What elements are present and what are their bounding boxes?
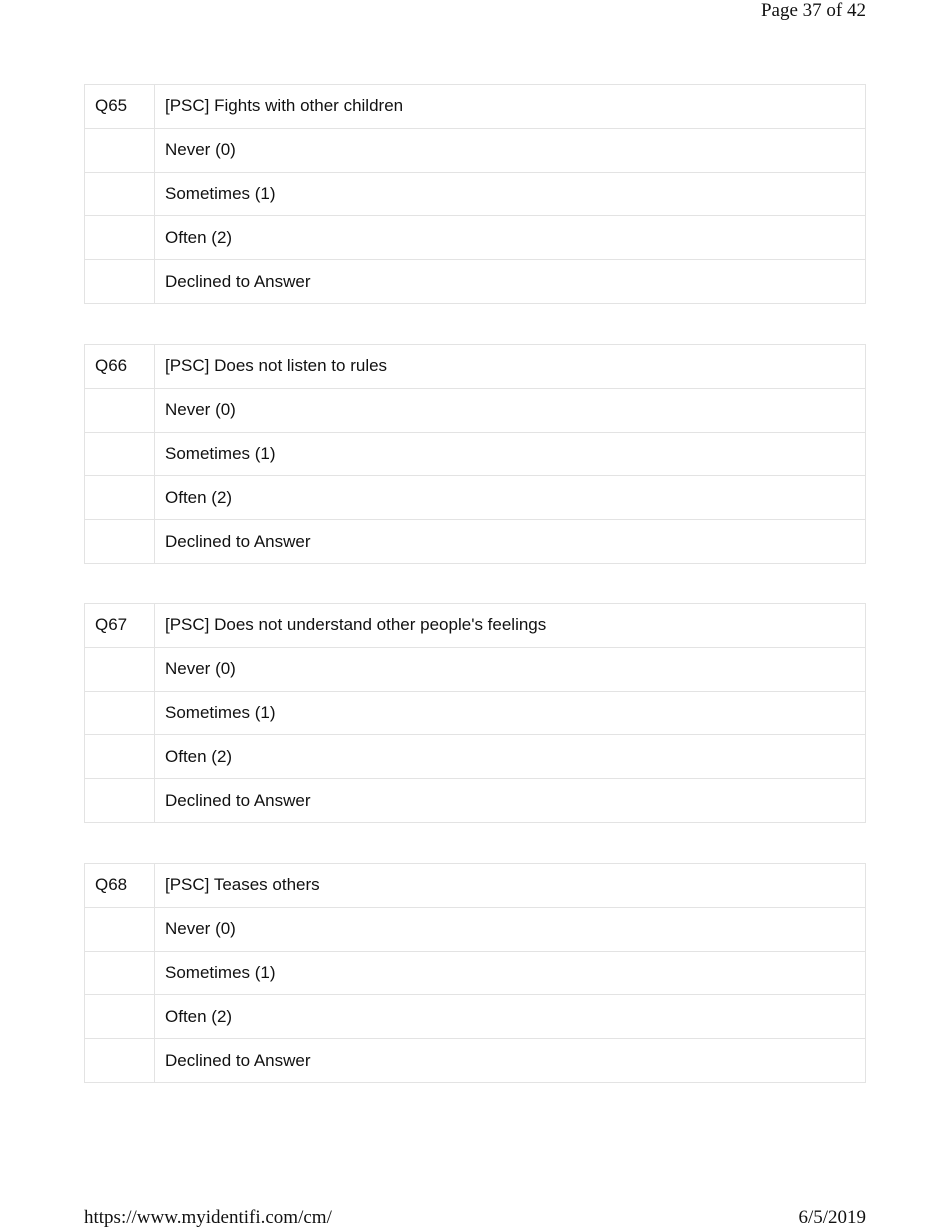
question-table-q66	[84, 344, 866, 564]
option-row	[85, 520, 866, 564]
empty-cell	[85, 995, 155, 1039]
empty-cell	[85, 260, 155, 304]
option-label: Often (2)	[155, 735, 866, 779]
option-label: Declined to Answer	[155, 1039, 866, 1083]
question-row	[85, 85, 866, 129]
empty-cell	[85, 735, 155, 779]
option-row	[85, 995, 866, 1039]
question-row	[85, 345, 866, 389]
option-label: Never (0)	[155, 647, 866, 691]
question-text: [PSC] Teases others	[155, 864, 866, 908]
empty-cell	[85, 691, 155, 735]
question-table-q68	[84, 863, 866, 1083]
question-row	[85, 864, 866, 908]
question-row	[85, 604, 866, 648]
empty-cell	[85, 128, 155, 172]
option-row	[85, 647, 866, 691]
option-label: Declined to Answer	[155, 260, 866, 304]
empty-cell	[85, 216, 155, 260]
option-row	[85, 691, 866, 735]
empty-cell	[85, 647, 155, 691]
option-row	[85, 907, 866, 951]
empty-cell	[85, 432, 155, 476]
option-label: Often (2)	[155, 995, 866, 1039]
option-label: Sometimes (1)	[155, 172, 866, 216]
option-row	[85, 951, 866, 995]
empty-cell	[85, 907, 155, 951]
empty-cell	[85, 172, 155, 216]
empty-cell	[85, 388, 155, 432]
option-label: Sometimes (1)	[155, 691, 866, 735]
question-text: [PSC] Does not understand other people's feelings	[155, 604, 866, 648]
option-label: Never (0)	[155, 388, 866, 432]
option-row	[85, 779, 866, 823]
option-row	[85, 432, 866, 476]
empty-cell	[85, 951, 155, 995]
option-row	[85, 216, 866, 260]
footer-url: https://www.myidentifi.com/cm/	[84, 1207, 332, 1228]
option-row	[85, 388, 866, 432]
option-label: Sometimes (1)	[155, 432, 866, 476]
question-id: Q68	[85, 864, 155, 908]
question-id: Q66	[85, 345, 155, 389]
page-number: Page 37 of 42	[760, 0, 866, 21]
question-text: [PSC] Fights with other children	[155, 85, 866, 129]
empty-cell	[85, 520, 155, 564]
option-label: Never (0)	[155, 128, 866, 172]
option-label: Often (2)	[155, 476, 866, 520]
option-row	[85, 260, 866, 304]
option-row	[85, 128, 866, 172]
option-label: Declined to Answer	[155, 779, 866, 823]
option-row	[85, 735, 866, 779]
question-id: Q67	[85, 604, 155, 648]
question-table-q67	[84, 603, 866, 823]
option-row	[85, 1039, 866, 1083]
option-row	[85, 172, 866, 216]
empty-cell	[85, 779, 155, 823]
empty-cell	[85, 1039, 155, 1083]
option-label: Declined to Answer	[155, 520, 866, 564]
option-row	[85, 476, 866, 520]
footer-date: 6/5/2019	[798, 1207, 866, 1228]
question-text: [PSC] Does not listen to rules	[155, 345, 866, 389]
option-label: Often (2)	[155, 216, 866, 260]
question-table-q65	[84, 84, 866, 304]
option-label: Sometimes (1)	[155, 951, 866, 995]
empty-cell	[85, 476, 155, 520]
question-id: Q65	[85, 85, 155, 129]
option-label: Never (0)	[155, 907, 866, 951]
